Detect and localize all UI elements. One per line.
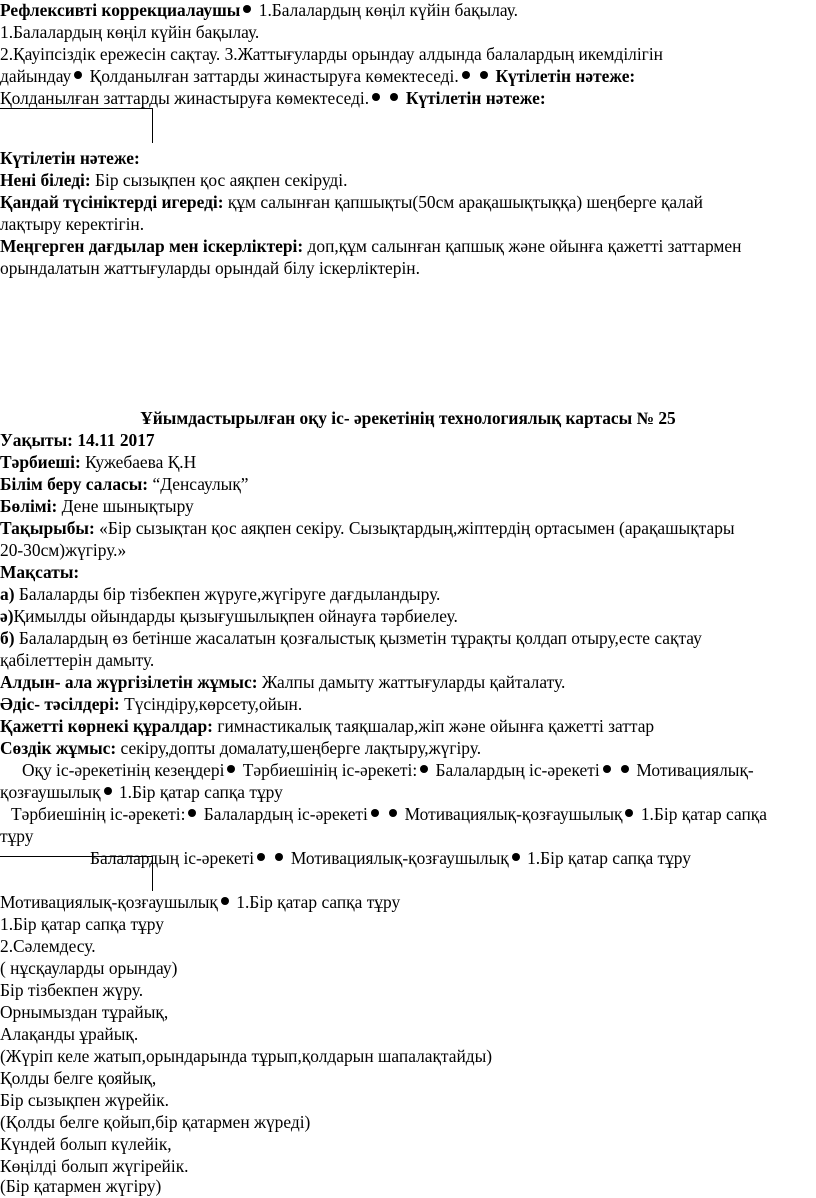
methods-line (0, 694, 302, 716)
bullet-icon (621, 765, 629, 773)
skills-line (0, 236, 741, 258)
expected-label: Күтілетін нәтеже: (495, 66, 636, 86)
stage-line (22, 760, 754, 782)
bullet-icon (420, 765, 428, 773)
stage-line (0, 892, 400, 914)
list-item: ( нұсқауларды орындау) (0, 958, 178, 978)
list-item: 2.Сәлемдесу. (0, 936, 96, 956)
stage-line (0, 782, 283, 804)
bullet-icon (480, 71, 488, 79)
text-line: лақтыру керектігін. (0, 214, 145, 234)
goal-a-line (0, 584, 440, 606)
text-span: Мотивациялық-қозғаушылық (0, 892, 218, 912)
vocab-line (0, 738, 481, 760)
reflexive-line (0, 0, 518, 22)
list-item: Қолды белге қояйық, (0, 1068, 157, 1088)
text-span: 1.Бір қатар сапқа тұру (527, 848, 691, 868)
goal-a-label: а) (0, 584, 15, 604)
goal-b-text: Қимылды ойындарды қызығушылықпен ойнауға тәрбиелеу. (13, 606, 458, 626)
list-item: Күндей болып күлейік, (0, 1134, 172, 1154)
methods-text: Түсіндіру,көрсету,ойын. (124, 694, 303, 714)
bullet-icon (372, 93, 380, 101)
text-line: орындалатын жаттығуларды орындай білу іскерліктерін. (0, 258, 420, 278)
reflexive-text: 1.Балалардың көңіл күйін бақылау. (258, 0, 519, 20)
list-item: 1.Бір қатар сапқа тұру (0, 914, 164, 934)
list-item: Орнымыздан тұрайық, (0, 1002, 169, 1022)
text-span: Мотивациялық-қозғаушылық (404, 804, 623, 824)
knows-label: Нені біледі: (0, 170, 91, 190)
date-text: Уақыты: 14.11 2017 (0, 430, 155, 450)
goal-c-label: б) (0, 628, 15, 648)
text-span: Мотивациялық-қозғаушылық (290, 848, 509, 868)
area-text: “Денсаулық” (152, 474, 249, 494)
bullet-icon (603, 765, 611, 773)
bullet-icon (371, 809, 379, 817)
goal-c-line (0, 628, 702, 650)
prep-label: Алдын- ала жүргізілетін жұмыс: (0, 672, 258, 692)
goal-a-text: Балаларды бір тізбекпен жүруге,жүгіруге дағдыландыру. (18, 584, 441, 604)
text-line: 20-30см)жүгіру.» (0, 540, 127, 560)
text-span: қозғаушылық (0, 782, 101, 802)
teacher-label: Тәрбиеші: (0, 452, 81, 472)
text-span: Балалардың іс-әрекеті (90, 848, 255, 868)
stage-line (11, 804, 767, 826)
text-line: 2.Қауіпсіздік ережесін сақтау. 3.Жаттығуларды орындау алдында балалардың икемділігін (0, 44, 663, 64)
goal-c-text: Балалардың өз бетінше жасалатын қозғалыстық қызметін тұрақты қолдап отыру,есте сақтау (18, 628, 702, 648)
skills-label: Меңгерген дағдылар мен іскерліктері: (0, 236, 304, 256)
expected-label: Күтілетін нәтеже: (405, 88, 546, 108)
bullet-icon (188, 809, 196, 817)
concept-line (0, 192, 703, 214)
date-line (0, 430, 155, 452)
text-span: Қолданылған заттарды жинастыруға көмектеседі. (89, 66, 459, 86)
goals-label: Мақсаты: (0, 562, 80, 582)
area-label: Білім беру саласы: (0, 474, 149, 494)
list-item: Бір сызықпен жүрейік. (0, 1090, 170, 1110)
heading-text: Күтілетін нәтеже: (0, 148, 140, 168)
bullet-icon (227, 765, 235, 773)
list-item: Бір тізбекпен жүру. (0, 980, 144, 1000)
topic-line (0, 518, 735, 540)
text-line: 1.Балалардың көңіл күйін бақылау. (0, 22, 260, 42)
vocab-text: секіру,допты домалату,шеңберге лақтыру,жүгіру. (120, 738, 482, 758)
skills-text: доп,құм салынған қапшық және ойынға қажетті заттармен (307, 236, 742, 256)
topic-label: Тақырыбы: (0, 518, 95, 538)
list-item: (Бір қатармен жүгіру) (0, 1176, 162, 1196)
topic-text: «Бір сызықтан қос аяқпен секіру. Сызықтардың,жіптердің ортасымен (арақашықтары (99, 518, 735, 538)
list-item: (Жүріп келе жатып,орындарында тұрып,қолдарын шапалақтайды) (0, 1046, 493, 1066)
bullet-icon (390, 93, 398, 101)
aids-text: гимнастикалық таяқшалар,жіп және ойынға қажетті заттар (217, 716, 655, 736)
text-span: Қолданылған заттарды жинастыруға көмектеседі. (0, 88, 370, 108)
aids-line (0, 716, 654, 738)
knows-line (0, 170, 347, 192)
prep-line (0, 672, 565, 694)
concept-text: құм салынған қапшықты(50см арақашықтыққа) шеңберге қалай (227, 192, 703, 212)
goal-b-line (0, 606, 458, 628)
list-item: Алақанды ұрайық. (0, 1024, 139, 1044)
vocab-label: Сөздік жұмыс: (0, 738, 117, 758)
list-item: Көңілді болып жүгірейік. (0, 1156, 189, 1176)
text-span: Балалардың іс-әрекеті (203, 804, 368, 824)
text-span: Оқу іс-әрекетінің кезеңдері (22, 760, 225, 780)
teacher-line (0, 452, 196, 474)
methods-label: Әдіс- тәсілдері: (0, 694, 120, 714)
bullet-icon (512, 853, 520, 861)
bullet-icon (625, 809, 633, 817)
table-cell-fragment (0, 108, 153, 143)
bullet-icon (104, 787, 112, 795)
expected-heading (0, 148, 140, 170)
goals-heading (0, 562, 79, 584)
text-span: дайындау (0, 66, 72, 86)
text-span: 1.Бір қатар сапқа тұру (236, 892, 401, 912)
list-item: (Қолды белге қойып,бір қатармен жүреді) (0, 1112, 311, 1132)
area-line (0, 474, 249, 496)
text-span: Мотивациялық- (636, 760, 754, 780)
bullet-icon (389, 809, 397, 817)
section-label: Бөлімі: (0, 496, 58, 516)
text-span: 1.Бір қатар сапқа (640, 804, 767, 824)
stage-line (90, 848, 691, 870)
text-line (0, 88, 546, 110)
aids-label: Қажетті көрнекі құралдар: (0, 716, 213, 736)
table-cell-fragment (0, 856, 153, 891)
section-line (0, 496, 194, 518)
knows-text: Бір сызықпен қос аяқпен секіруді. (95, 170, 348, 190)
section-text: Дене шынықтыру (61, 496, 194, 516)
text-line: қабілеттерін дамыту. (0, 650, 155, 670)
prep-text: Жалпы дамыту жаттығуларды қайталату. (257, 672, 566, 692)
text-span: 1.Бір қатар сапқа тұру (118, 782, 283, 802)
text-line (0, 66, 635, 88)
bullet-icon (275, 853, 283, 861)
bullet-icon (243, 5, 251, 13)
text-span: Тәрбиешінің іс-әрекеті: (242, 760, 418, 780)
text-span: Тәрбиешінің іс-әрекеті: (11, 804, 186, 824)
card-title: Ұйымдастырылған оқу іс- әрекетінің технологиялық картасы № 25 (140, 408, 676, 428)
goal-b-label: ә) (0, 606, 14, 626)
bullet-icon (221, 897, 229, 905)
teacher-name: Кужебаева Қ.Н (85, 452, 197, 472)
reflexive-label: Рефлексивті коррекциалаушы (0, 0, 241, 20)
bullet-icon (257, 853, 265, 861)
bullet-icon (74, 71, 82, 79)
concept-label: Қандай түсініктерді игереді: (0, 192, 224, 212)
text-line: тұру (0, 826, 34, 846)
bullet-icon (462, 71, 470, 79)
text-span: Балалардың іс-әрекеті (435, 760, 600, 780)
